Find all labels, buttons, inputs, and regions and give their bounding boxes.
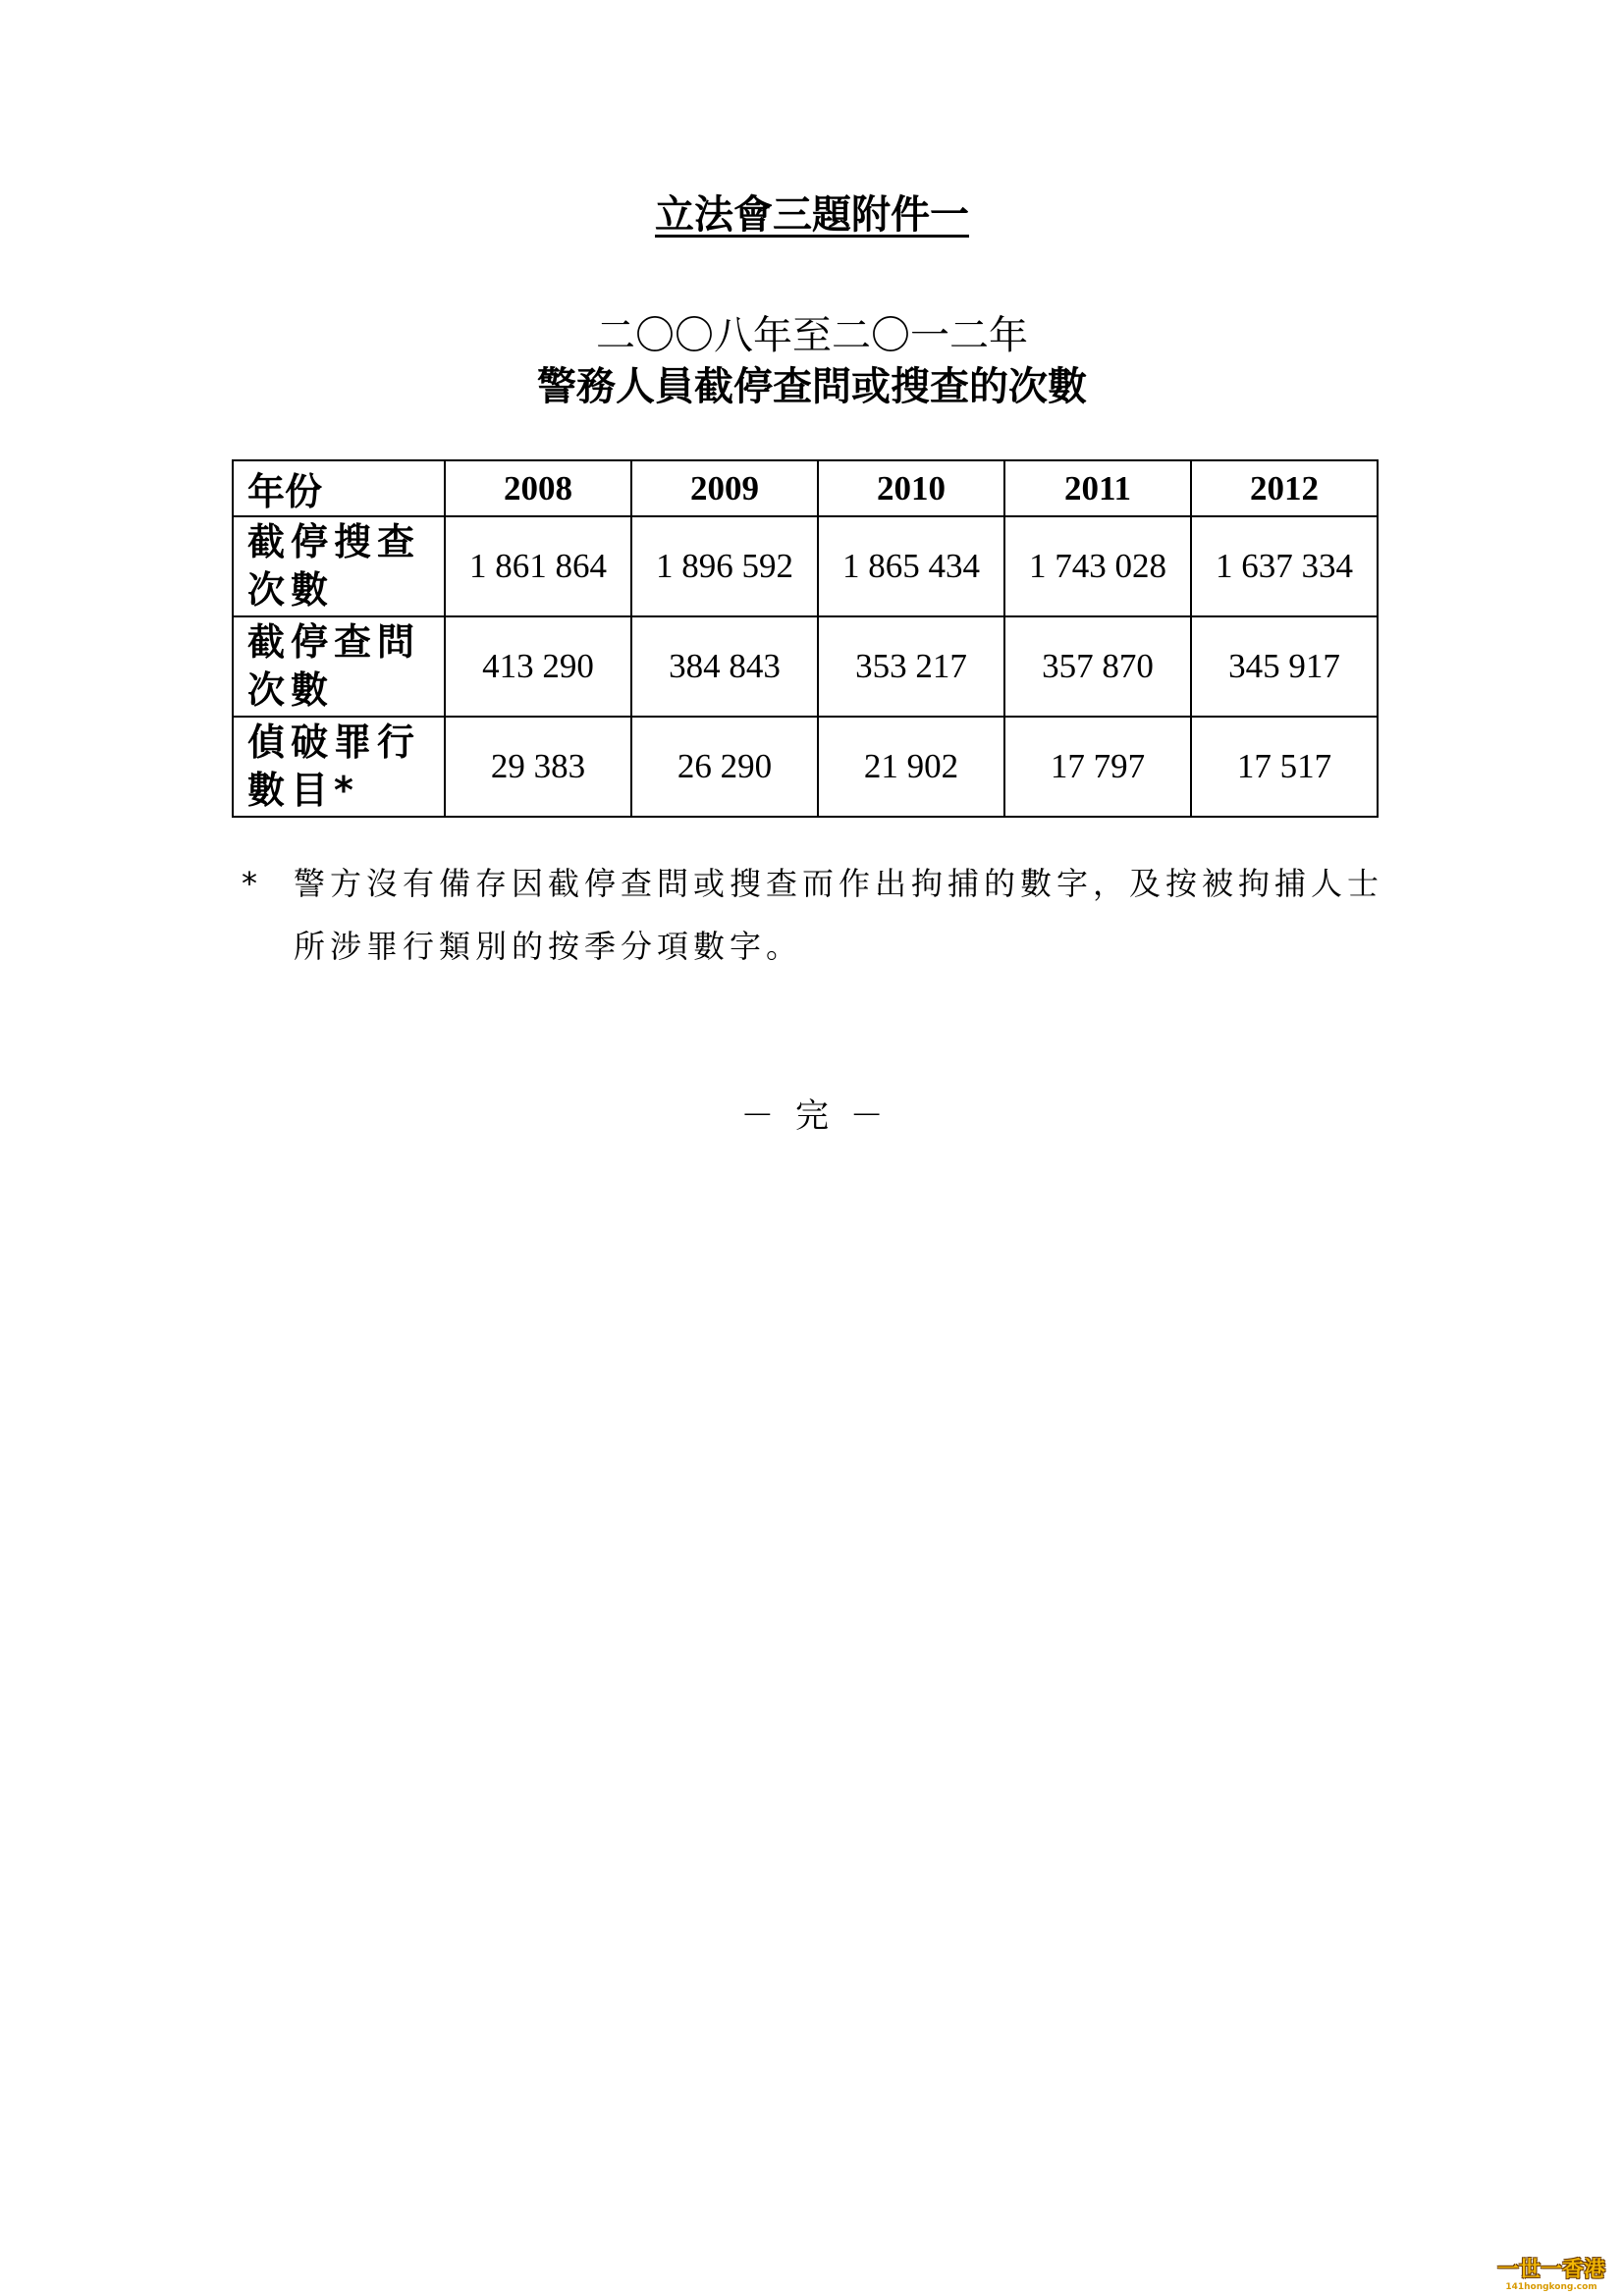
row-label <box>233 516 445 616</box>
row-label-line-2: 次數 <box>247 668 335 712</box>
table-cell: 353 217 <box>818 616 1004 717</box>
document-title-line-2: 警務人員截停查問或搜查的次數 <box>537 364 1087 409</box>
table-row-crimes-detected <box>233 717 1378 817</box>
table-row-stop-and-question <box>233 616 1378 717</box>
table-row-stop-and-search <box>233 516 1378 616</box>
footnote-marker: * <box>242 865 262 902</box>
table-cell: 1 896 592 <box>631 516 818 616</box>
footnote-text: 警方沒有備存因截停查問或搜查而作出拘捕的數字，及按被拘捕人士所涉罪行類別的按季分項數字。 <box>294 865 1384 965</box>
table-cell: 21 902 <box>818 717 1004 817</box>
document-heading <box>0 191 1624 239</box>
row-label-line-1: 偵破罪行 <box>247 721 421 764</box>
table-cell: 357 870 <box>1004 616 1191 717</box>
site-watermark-logo <box>1487 2259 1616 2292</box>
table-cell: 1 865 434 <box>818 516 1004 616</box>
table-cell: 17 797 <box>1004 717 1191 817</box>
end-of-document-mark: － 完 － <box>740 1096 884 1136</box>
row-label-line-1: 截停搜查 <box>247 520 421 563</box>
watermark-main-text: 一世一香港 <box>1496 2258 1605 2282</box>
row-label <box>233 616 445 717</box>
header-year-2012: 2012 <box>1191 460 1378 516</box>
footnote <box>242 852 1390 978</box>
table-cell: 413 290 <box>445 616 631 717</box>
table-cell: 1 743 028 <box>1004 516 1191 616</box>
table-cell: 26 290 <box>631 717 818 817</box>
table-cell: 1 861 864 <box>445 516 631 616</box>
header-year-label: 年份 <box>233 460 445 516</box>
header-year-2010: 2010 <box>818 460 1004 516</box>
document-heading-text: 立法會三題附件一 <box>655 192 969 238</box>
row-label <box>233 717 445 817</box>
table-cell: 345 917 <box>1191 616 1378 717</box>
watermark-sub-text: 141hongkong.com <box>1505 2282 1597 2292</box>
statistics-table <box>232 459 1379 818</box>
table-cell: 17 517 <box>1191 717 1378 817</box>
document-title-line-1: 二〇〇八年至二〇一二年 <box>596 313 1028 358</box>
header-year-2011: 2011 <box>1004 460 1191 516</box>
table-cell: 1 637 334 <box>1191 516 1378 616</box>
header-year-2009: 2009 <box>631 460 818 516</box>
table-cell: 29 383 <box>445 717 631 817</box>
row-label-line-2: 次數 <box>247 568 335 612</box>
header-year-2008: 2008 <box>445 460 631 516</box>
table-cell: 384 843 <box>631 616 818 717</box>
table-header-row <box>233 460 1378 516</box>
row-label-line-2: 數目* <box>247 769 359 812</box>
row-label-line-1: 截停查問 <box>247 620 421 664</box>
